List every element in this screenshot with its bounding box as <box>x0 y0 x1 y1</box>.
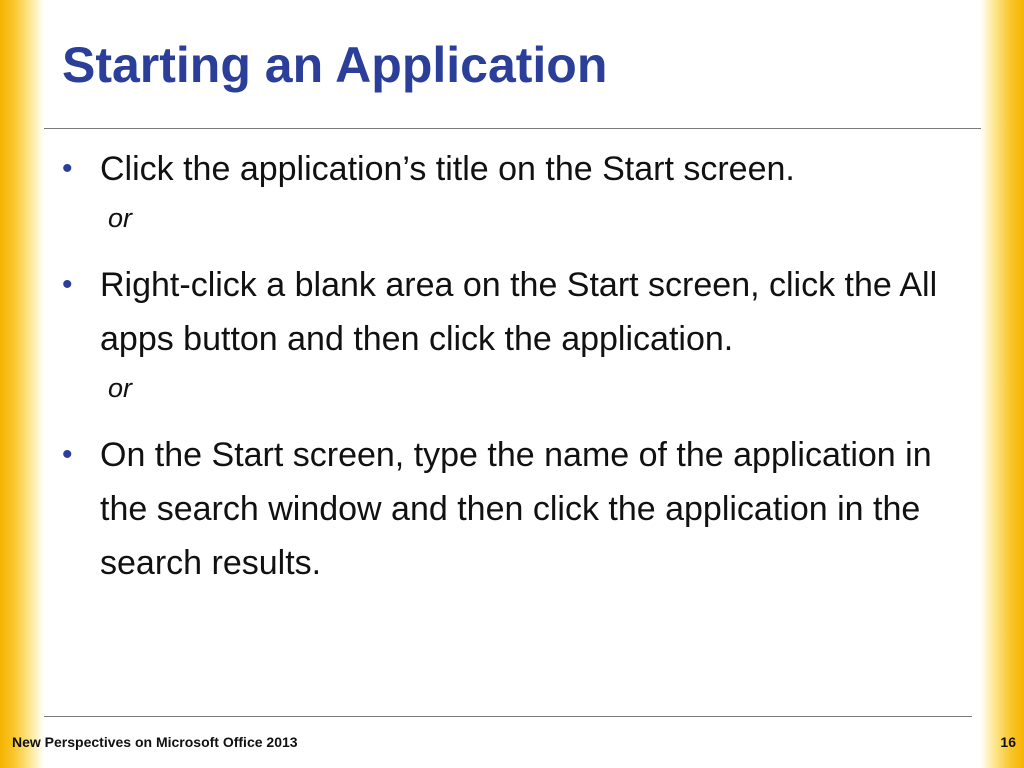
right-accent-bar <box>980 0 1024 768</box>
bullet-marker-icon: • <box>62 152 73 185</box>
slide-title: Starting an Application <box>62 37 608 93</box>
bullet-text: Right-click a blank area on the Start screen, click the All apps button and then click the application. <box>100 266 938 358</box>
bullet-item-2 <box>62 258 962 366</box>
title-divider <box>44 128 981 129</box>
bullet-marker-icon: • <box>62 438 73 471</box>
bullet-text: Click the application’s title on the Start screen. <box>100 150 795 188</box>
page-number: 16 <box>1000 734 1016 750</box>
bullet-text: On the Start screen, type the name of the application in the search window and then click the application in the search results. <box>100 436 932 582</box>
or-separator: or <box>108 203 133 233</box>
bullet-item-3 <box>62 428 962 590</box>
bullet-marker-icon: • <box>62 268 73 301</box>
footer-divider <box>44 716 972 717</box>
or-separator: or <box>108 373 133 403</box>
bullet-item-1 <box>62 142 962 196</box>
left-accent-bar <box>0 0 44 768</box>
slide-content <box>62 142 962 590</box>
footer-source: New Perspectives on Microsoft Office 2013 <box>12 734 298 750</box>
